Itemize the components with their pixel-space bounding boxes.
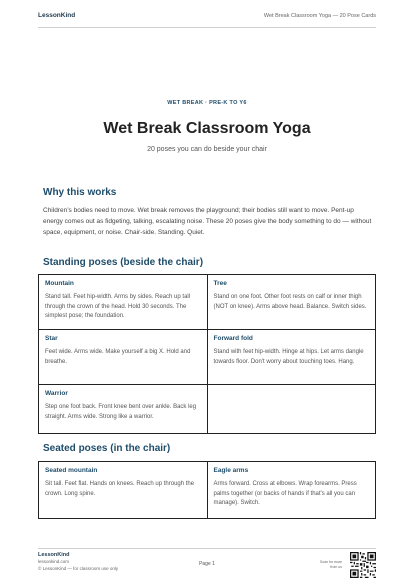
- pose-name: Warrior: [45, 390, 68, 397]
- header-doc-title: Wet Break Classroom Yoga — 20 Pose Cards: [263, 12, 376, 19]
- pose-description: Arms forward. Cross at elbows. Wrap forearms. Press palms together (or backs of hands if that's all you can manage). Switch.: [213, 481, 357, 506]
- pose-card-warrior: [39, 385, 208, 434]
- kicker: WET BREAK · PRE-K TO Y6: [167, 100, 247, 106]
- pose-name: Forward fold: [213, 335, 253, 342]
- page-number: Page 1: [199, 561, 215, 567]
- standing-heading: Standing poses (beside the chair): [43, 257, 204, 268]
- footer-brand: LessonKind: [38, 552, 70, 558]
- pose-name: Seated mountain: [45, 467, 98, 474]
- qr-code-icon[interactable]: [350, 552, 376, 578]
- page-title: Wet Break Classroom Yoga: [103, 120, 311, 137]
- pose-description: Sit tall. Feet flat. Hands on knees. Reach up through the crown. Long spine.: [45, 481, 195, 497]
- pose-card-forward-fold: [208, 330, 377, 385]
- pose-description: Stand tall. Feet hip-width. Arms by sides. Reach up tall through the crown of the head. Hold 30 seconds. The simplest pose; the foundation.: [45, 294, 191, 319]
- pose-card-mountain: [39, 275, 208, 330]
- footer-copyright: © LessonKind — for classroom use only: [38, 566, 119, 571]
- pose-name: Mountain: [45, 280, 74, 287]
- pose-card-seated-mountain: [39, 462, 208, 519]
- pose-card-eagle-arms: [208, 462, 377, 519]
- pose-name: Star: [45, 335, 58, 342]
- pose-name: Tree: [213, 280, 227, 287]
- header-brand: LessonKind: [38, 12, 76, 19]
- scan-note: Scan for more from us: [320, 560, 342, 569]
- page-header: [38, 14, 376, 28]
- standing-pose-grid: [38, 274, 376, 434]
- pose-card-tree: [208, 275, 377, 330]
- why-heading: Why this works: [43, 187, 117, 198]
- pose-description: Feet wide. Arms wide. Make yourself a big X. Hold and breathe.: [45, 349, 191, 365]
- pose-description: Step one foot back. Front knee bent over ankle. Back leg straight. Arms wide. Strong like a warrior.: [45, 404, 197, 420]
- footer-site: lessonkind.com: [38, 559, 70, 564]
- seated-heading: Seated poses (in the chair): [43, 443, 171, 454]
- pose-description: Stand on one foot. Other foot rests on calf or inner thigh (NOT on knee). Arms above head. Balance. Switch sides.: [213, 294, 367, 310]
- seated-pose-grid: [38, 461, 376, 519]
- pose-description: Stand with feet hip-width. Hinge at hips. Let arms dangle towards floor. Don't worry about touching toes. Hang.: [213, 349, 364, 365]
- pose-card-star: [39, 330, 208, 385]
- empty-card: [208, 385, 377, 434]
- page-subtitle: 20 poses you can do beside your chair: [147, 146, 267, 153]
- why-text: Children’s bodies need to move. Wet break removes the playground; their bodies still want to move. Pent-up energy comes out as fidgeting, talking, escalating noise. These 20 poses give the body something to do — without space, equipment, or noise. Chair-side. Standing. Quiet.: [43, 207, 372, 236]
- page-footer: [38, 548, 376, 578]
- pose-name: Eagle arms: [213, 467, 249, 474]
